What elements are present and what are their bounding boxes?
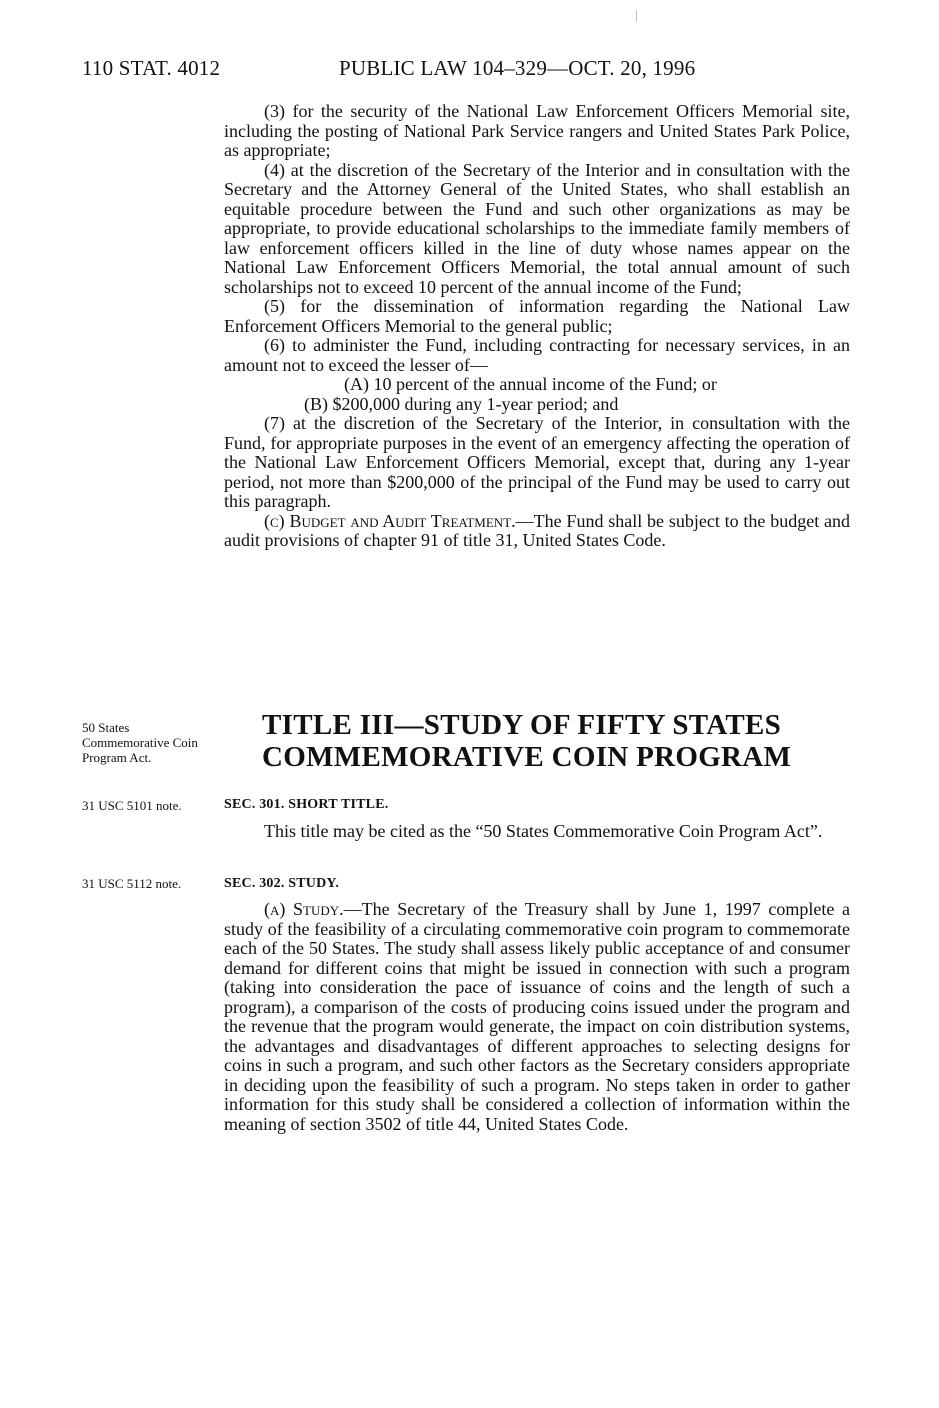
section-302-heading: SEC. 302. STUDY. [224,876,340,891]
title-heading [262,709,842,773]
subsection-c-text: —The Fund shall be subject to the budget and audit provisions of chapter 91 of title 31, United States Code. [224,510,850,550]
subsection-a-heading: (a) Study. [264,899,344,919]
section-301-heading: SEC. 301. SHORT TITLE. [224,797,389,812]
stat-page-number: 110 STAT. 4012 [82,56,221,80]
paragraph-4: (4) at the discretion of the Secretary of the Interior and in consultation with the Secretary and the Attorney General of the United States, who shall establish an equitable procedure between the Fund and such other organizations as may be appropriate, to provide educational scholarships to the immediate family members of law enforcement officers killed in the line of duty whose names appear on the National Law Enforcement Officers Memorial, the total annual amount of such scholarships not to exceed 10 percent of the annual income of the Fund; [224,159,850,297]
title-line-2: COMMEMORATIVE COIN PROGRAM [262,741,792,773]
subsection-a-text: —The Secretary of the Treasury shall by June 1, 1997 complete a study of the feasibility of a circulating commemorative coin program to commemorate each of the 50 States. The study shall assess likely public acceptance of and consumer demand for different coins that might be issued in connection with such a program (taking into consideration the pace of issuance of coins and the length of such a program), a comparison of the costs of producing coins issued under the program and the revenue that the program would generate, the impact on coin distribution systems, the advantages and disadvantages of different approaches to selecting designs for coins in such a program, and such other factors as the Secretary considers appropriate in deciding upon the feasibility of such a program. No steps taken in order to gather information for this study shall be considered a collection of information within the meaning of section 3502 of title 44, United States Code. [224,899,851,1134]
section-302-subsection-a [224,900,850,1134]
paragraph-6: (6) to administer the Fund, including contracting for necessary services, in an amount not to exceed the lesser of— [224,335,850,375]
section-301-text [224,822,850,842]
margin-note-5112: 31 USC 5112 note. [82,876,182,891]
title-line-1: TITLE III—STUDY OF FIFTY STATES [262,709,782,741]
paragraph-3: (3) for the security of the National Law Enforcement Officers Memorial site, including the posting of National Park Service rangers and United States Park Police, as appropriate; [224,101,850,160]
subsection-c-heading: (c) Budget and Audit Treatment. [264,510,516,531]
section-302-text [224,900,850,1134]
subsection-c [224,512,850,551]
margin-note-5101: 31 USC 5101 note. [82,798,182,813]
section-301-body: This title may be cited as the “50 States Commemorative Coin Program Act”. [264,821,823,841]
margin-note-act: 50 States Commemorative Coin Program Act. [82,720,198,765]
scan-mark [636,10,637,22]
subparagraph-6b: (B) $200,000 during any 1-year period; and [304,393,619,414]
paragraph-7: (7) at the discretion of the Secretary of the Interior, in consultation with the Fund, for appropriate purposes in the event of an emergency affecting the operation of the National Law Enforcement Officers Memorial, except that, during any 1-year period, not more than $200,000 of the principal of the Fund may be used to carry out this paragraph. [224,413,850,511]
public-law-citation: PUBLIC LAW 104–329—OCT. 20, 1996 [339,56,696,80]
continued-provisions [224,102,850,551]
subparagraph-6a: (A) 10 percent of the annual income of the Fund; or [344,374,717,394]
paragraph-5: (5) for the dissemination of information regarding the National Law Enforcement Officers Memorial to the general public; [224,296,850,336]
